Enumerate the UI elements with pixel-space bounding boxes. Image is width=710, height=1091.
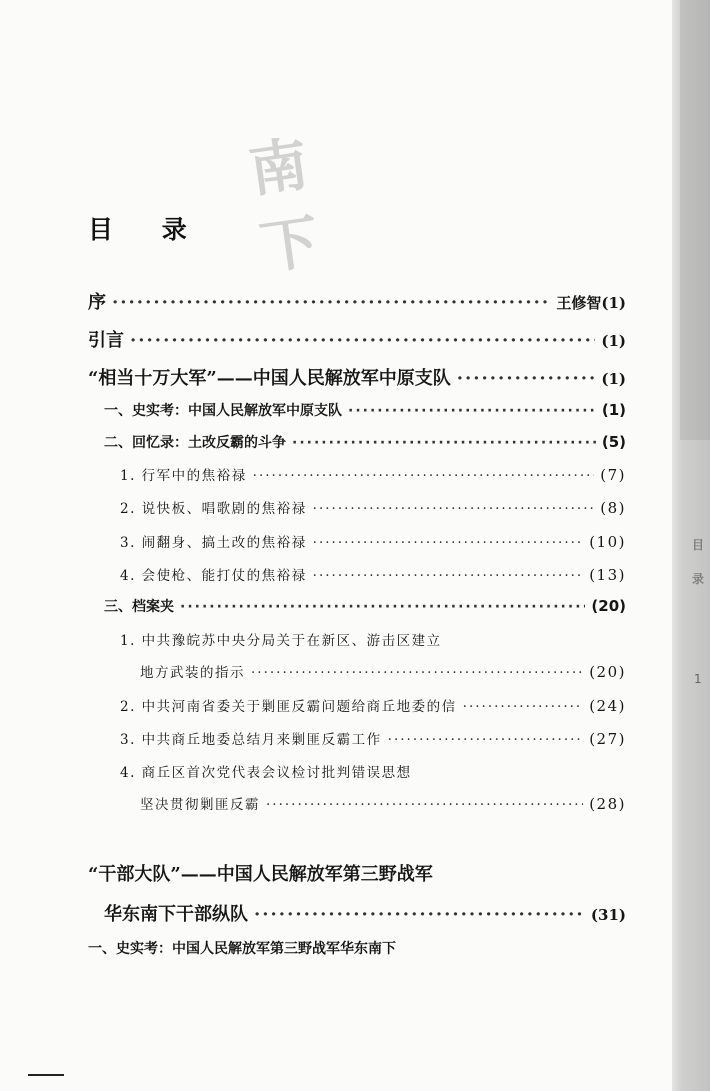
toc-entry-page: 王修智(1) xyxy=(556,294,626,312)
toc-entry-page: (24) xyxy=(589,697,626,715)
toc-entry-title: 3. 闹翻身、搞土改的焦裕禄 xyxy=(120,535,307,551)
toc-entry-title: 1. 行军中的焦裕禄 xyxy=(120,468,247,484)
toc-leader-dots xyxy=(388,732,584,748)
toc-entry-title: 4. 会使枪、能打仗的焦裕禄 xyxy=(120,568,307,584)
toc-entry-page: (1) xyxy=(601,370,626,388)
toc-entry[interactable] xyxy=(140,793,626,813)
toc-entry-title: “相当十万大军”——中国人民解放军中原支队 xyxy=(88,368,451,389)
toc-entry[interactable] xyxy=(120,464,626,484)
toc-entry[interactable] xyxy=(104,432,626,452)
toc-entry-title: 坚决贯彻剿匪反霸 xyxy=(140,797,260,813)
toc-entry[interactable] xyxy=(120,728,626,748)
toc-entry[interactable] xyxy=(88,364,626,390)
toc-entry[interactable] xyxy=(104,400,626,420)
toc-entry[interactable] xyxy=(88,326,626,352)
toc-entry-page: (5) xyxy=(601,433,626,451)
toc-leader-dots xyxy=(180,599,585,615)
toc-entry-page: (8) xyxy=(600,499,626,517)
toc-leader-dots xyxy=(130,330,595,351)
toc-leader-dots xyxy=(457,368,596,389)
toc-leader-dots xyxy=(254,904,585,925)
toc-entry[interactable] xyxy=(104,900,626,926)
toc-entry-title: 2. 说快板、唱歌剧的焦裕禄 xyxy=(120,501,307,517)
watermark-calligraphy: 南下 xyxy=(245,129,323,283)
toc-entry-page: (20) xyxy=(591,597,626,615)
toc-entry-title: 2. 中共河南省委关于剿匪反霸问题给商丘地委的信 xyxy=(120,699,457,715)
toc-leader-dots xyxy=(348,403,596,419)
toc-leader-dots xyxy=(251,665,583,681)
toc-title: 目 录 xyxy=(88,215,207,244)
toc-entry-page: (27) xyxy=(589,730,626,748)
side-page-number: 1 xyxy=(694,672,702,686)
toc-entry[interactable] xyxy=(104,596,626,616)
toc-entry-page: (31) xyxy=(590,906,626,924)
toc-entry-line[interactable]: 4. 商丘区首次党代表会议检讨批判错误思想 xyxy=(120,765,412,781)
toc-leader-dots xyxy=(313,501,595,517)
toc-leader-dots xyxy=(253,468,595,484)
toc-leader-dots xyxy=(292,435,596,451)
toc-leader-dots xyxy=(266,797,583,813)
toc-entry[interactable] xyxy=(120,531,626,551)
toc-entry-page: (13) xyxy=(589,566,626,584)
toc-entry-page: (28) xyxy=(589,795,626,813)
toc-entry-title: 3. 中共商丘地委总结月来剿匪反霸工作 xyxy=(120,732,382,748)
toc-entry[interactable] xyxy=(88,288,626,314)
toc-entry-page: (10) xyxy=(589,533,626,551)
page-edge-shadow xyxy=(680,0,710,440)
toc-entry-title: 序 xyxy=(88,292,106,313)
toc-entry[interactable] xyxy=(120,564,626,584)
toc-entry-line[interactable]: “干部大队”——中国人民解放军第三野战军 xyxy=(88,864,433,885)
toc-entry-title: 一、史实考：中国人民解放军中原支队 xyxy=(104,403,342,419)
toc-entry-line[interactable]: 1. 中共豫皖苏中央分局关于在新区、游击区建立 xyxy=(120,633,442,649)
toc-entry-title: 二、回忆录：土改反霸的斗争 xyxy=(104,435,286,451)
toc-leader-dots xyxy=(463,699,584,715)
side-label-char-1: 目 xyxy=(691,538,704,552)
toc-entry-title: 地方武装的指示 xyxy=(140,665,245,681)
toc-entry-title: 引言 xyxy=(88,330,124,351)
side-section-label xyxy=(690,528,706,596)
side-label-char-2: 录 xyxy=(691,572,704,586)
toc-entry[interactable] xyxy=(120,497,626,517)
toc-leader-dots xyxy=(313,568,584,584)
toc-entry-title: 三、档案夹 xyxy=(104,599,174,615)
toc-leader-dots xyxy=(112,292,550,313)
footer-rule xyxy=(28,1074,64,1076)
toc-entry-page: (20) xyxy=(589,663,626,681)
toc-entry-page: (7) xyxy=(600,466,626,484)
toc-entry[interactable] xyxy=(120,695,626,715)
toc-entry-page: (1) xyxy=(601,332,626,350)
toc-entry[interactable] xyxy=(140,661,626,681)
toc-entry-line[interactable]: 一、史实考：中国人民解放军第三野战军华东南下 xyxy=(88,941,396,957)
toc-leader-dots xyxy=(313,535,584,551)
toc-entry-title: 华东南下干部纵队 xyxy=(104,904,248,925)
toc-entry-page: (1) xyxy=(601,401,626,419)
